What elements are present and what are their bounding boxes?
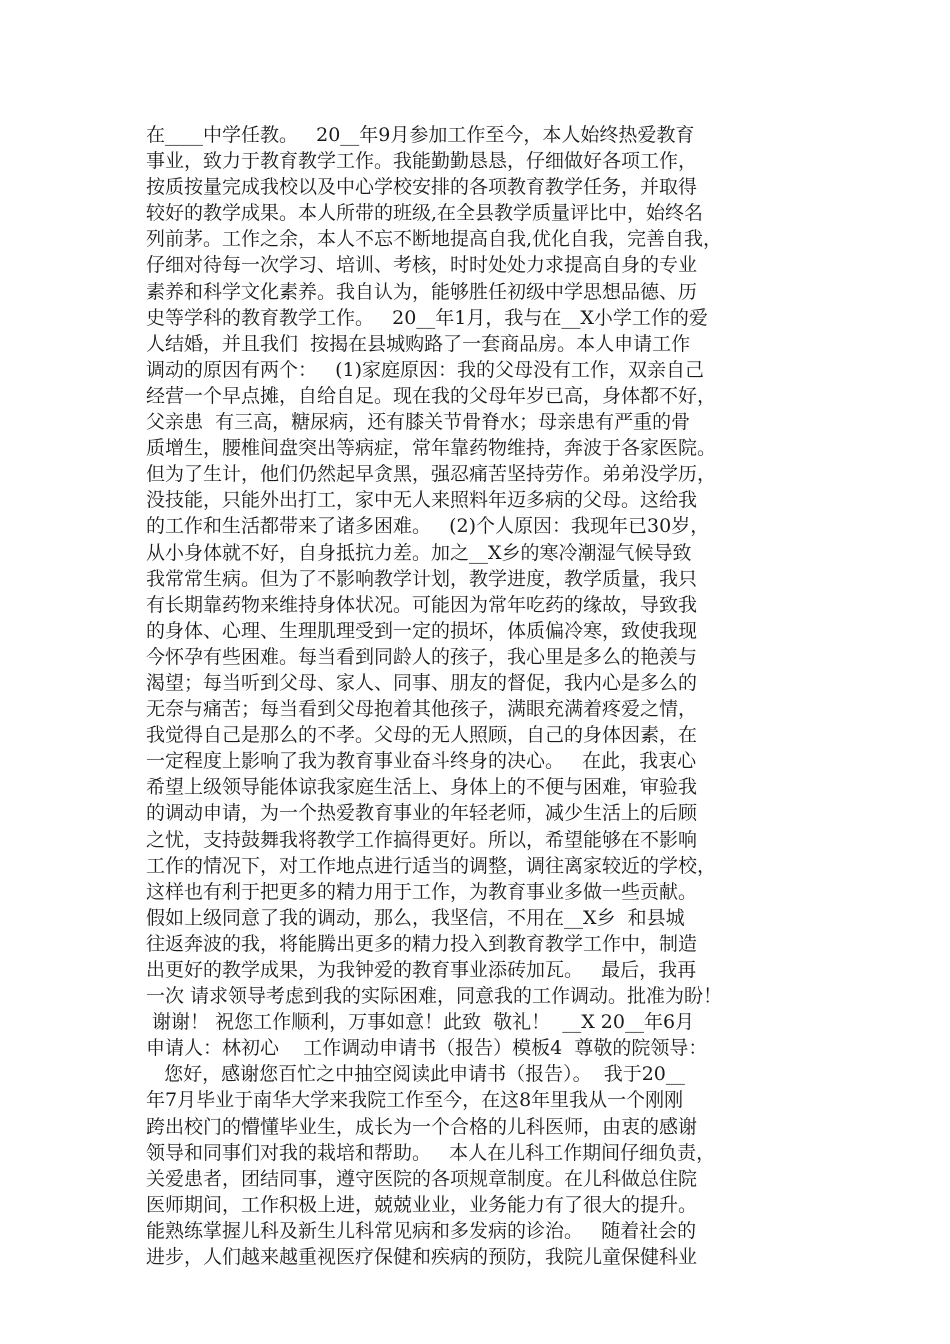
- text-line: 渴望；每当听到父母、家人、同事、朋友的督促，我内心是多么的: [146, 671, 698, 694]
- text-line: 人结婚，并且我们 按揭在县城购路了一套商品房。本人申请工作: [146, 332, 691, 355]
- text-line: 您好，感谢您百忙之中抽空阅读此申请书（报告）。 我于20__: [146, 1063, 685, 1086]
- text-line: 调动的原因有两个： (1)家庭原因：我的父母没有工作，双亲自己: [146, 358, 705, 381]
- text-line: 领导和同事们对我的栽培和帮助。 本人在儿科工作期间仔细负责，: [146, 1141, 716, 1164]
- text-line: 一定程度上影响了我为教育事业奋斗终身的决心。 在此，我衷心: [146, 750, 697, 773]
- text-line: 关爱患者，团结同事，遵守医院的各项规章制度。在儿科做总住院: [146, 1167, 698, 1190]
- document-body-text: [146, 122, 846, 1270]
- text-line: 有长期靠药物来维持身体状况。可能因为常年吃药的缘故，导致我: [146, 593, 698, 616]
- text-line: 一次 请求领导考虑到我的实际困难，同意我的工作调动。批准为盼！: [146, 985, 723, 1008]
- text-line: 之忧，支持鼓舞我将教学工作搞得更好。所以，希望能够在不影响: [146, 828, 698, 851]
- text-line: 仔细对待每一次学习、培训、考核，时时处处力求提高自身的专业: [146, 254, 698, 277]
- text-line: 医师期间，工作积极上进，兢兢业业，业务能力有了很大的提升。: [146, 1193, 698, 1216]
- text-line: 但为了生计，他们仍然起早贪黑，强忍痛苦坚持劳作。弟弟没学历，: [146, 463, 717, 486]
- text-line: 跨出校门的懵懂毕业生，成长为一个合格的儿科医师，由衷的感谢: [146, 1115, 698, 1138]
- text-line: 假如上级同意了我的调动，那么，我坚信，不用在__X乡 和县城: [146, 906, 685, 929]
- text-line: 史等学科的教育教学工作。 20__年1月，我与在__X小学工作的爱: [146, 306, 708, 329]
- text-line: 进步，人们越来越重视医疗保健和疾病的预防，我院儿童保健科业: [146, 1246, 698, 1269]
- text-line: 往返奔波的我，将能腾出更多的精力投入到教育教学工作中，制造: [146, 932, 698, 955]
- text-line: 工作的情况下，对工作地点进行适当的调整，调往离家较近的学校，: [146, 854, 717, 877]
- text-line: 在____中学任教。 20__年9月参加工作至今，本人始终热爱教育: [146, 124, 695, 146]
- text-line: 这样也有利于把更多的精力用于工作，为教育事业多做一些贡献。: [146, 880, 698, 903]
- text-line: 列前茅。工作之余，本人不忘不断地提高自我,优化自我，完善自我，: [146, 228, 723, 251]
- text-line: 经营一个早点摊，自给自足。现在我的父母年岁已高，身体都不好，: [146, 384, 717, 407]
- text-line: 按质按量完成我校以及中心学校安排的各项教育教学任务，并取得: [146, 176, 698, 199]
- text-line: 希望上级领导能体谅我家庭生活上、身体上的不便与困难，审验我: [146, 776, 698, 799]
- text-line: 年7月毕业于南华大学来我院工作至今，在这8年里我从一个刚刚: [146, 1089, 684, 1112]
- text-line: 的工作和生活都带来了诸多困难。 (2)个人原因：我现年已30岁，: [146, 515, 710, 538]
- text-line: 出更好的教学成果，为我钟爱的教育事业添砖加瓦。 最后，我再: [146, 959, 697, 981]
- text-line: 较好的教学成果。本人所带的班级,在全县教学质量评比中，始终名: [146, 202, 704, 225]
- text-line: 质增生，腰椎间盘突出等病症，常年靠药物维持，奔波于各家医院。: [146, 437, 717, 460]
- text-line: 从小身体就不好，自身抵抗力差。加之__X乡的寒冷潮湿气候导致: [146, 541, 692, 564]
- text-line: 我觉得自己是那么的不孝。父母的无人照顾，自己的身体因素，在: [146, 724, 698, 747]
- text-line: 没技能，只能外出打工，家中无人来照料年迈多病的父母。这给我: [146, 489, 698, 512]
- text-line: 谢谢！ 祝您工作顺利，万事如意！此致 敬礼！ __X 20__年6月: [146, 1011, 695, 1034]
- text-line: 今怀孕有些困难。每当看到同龄人的孩子，我心里是多么的艳羡与: [146, 645, 698, 668]
- text-line: 能熟练掌握儿科及新生儿科常见病和多发病的诊治。 随着社会的: [146, 1219, 697, 1242]
- text-line: 无奈与痛苦；每当看到父母抱着其他孩子，满眼充满着疼爱之情，: [146, 698, 698, 721]
- text-line: 的调动申请，为一个热爱教育事业的年轻老师，减少生活上的后顾: [146, 802, 698, 825]
- text-line: 事业，致力于教育教学工作。我能勤勤恳恳，仔细做好各项工作，: [146, 150, 698, 173]
- text-line: 的身体、心理、生理肌理受到一定的损坏，体质偏冷寒，致使我现: [146, 619, 698, 642]
- text-line: 父亲患 有三高，糖尿病，还有膝关节骨脊水；母亲患有严重的骨: [146, 411, 691, 434]
- text-line: 我常常生病。但为了不影响教学计划，教学进度，教学质量，我只: [146, 567, 698, 590]
- text-line: 申请人：林初心 工作调动申请书（报告）模板4 尊敬的院领导：: [146, 1037, 708, 1060]
- text-line: 素养和科学文化素养。我自认为，能够胜任初级中学思想品德、历: [146, 280, 698, 303]
